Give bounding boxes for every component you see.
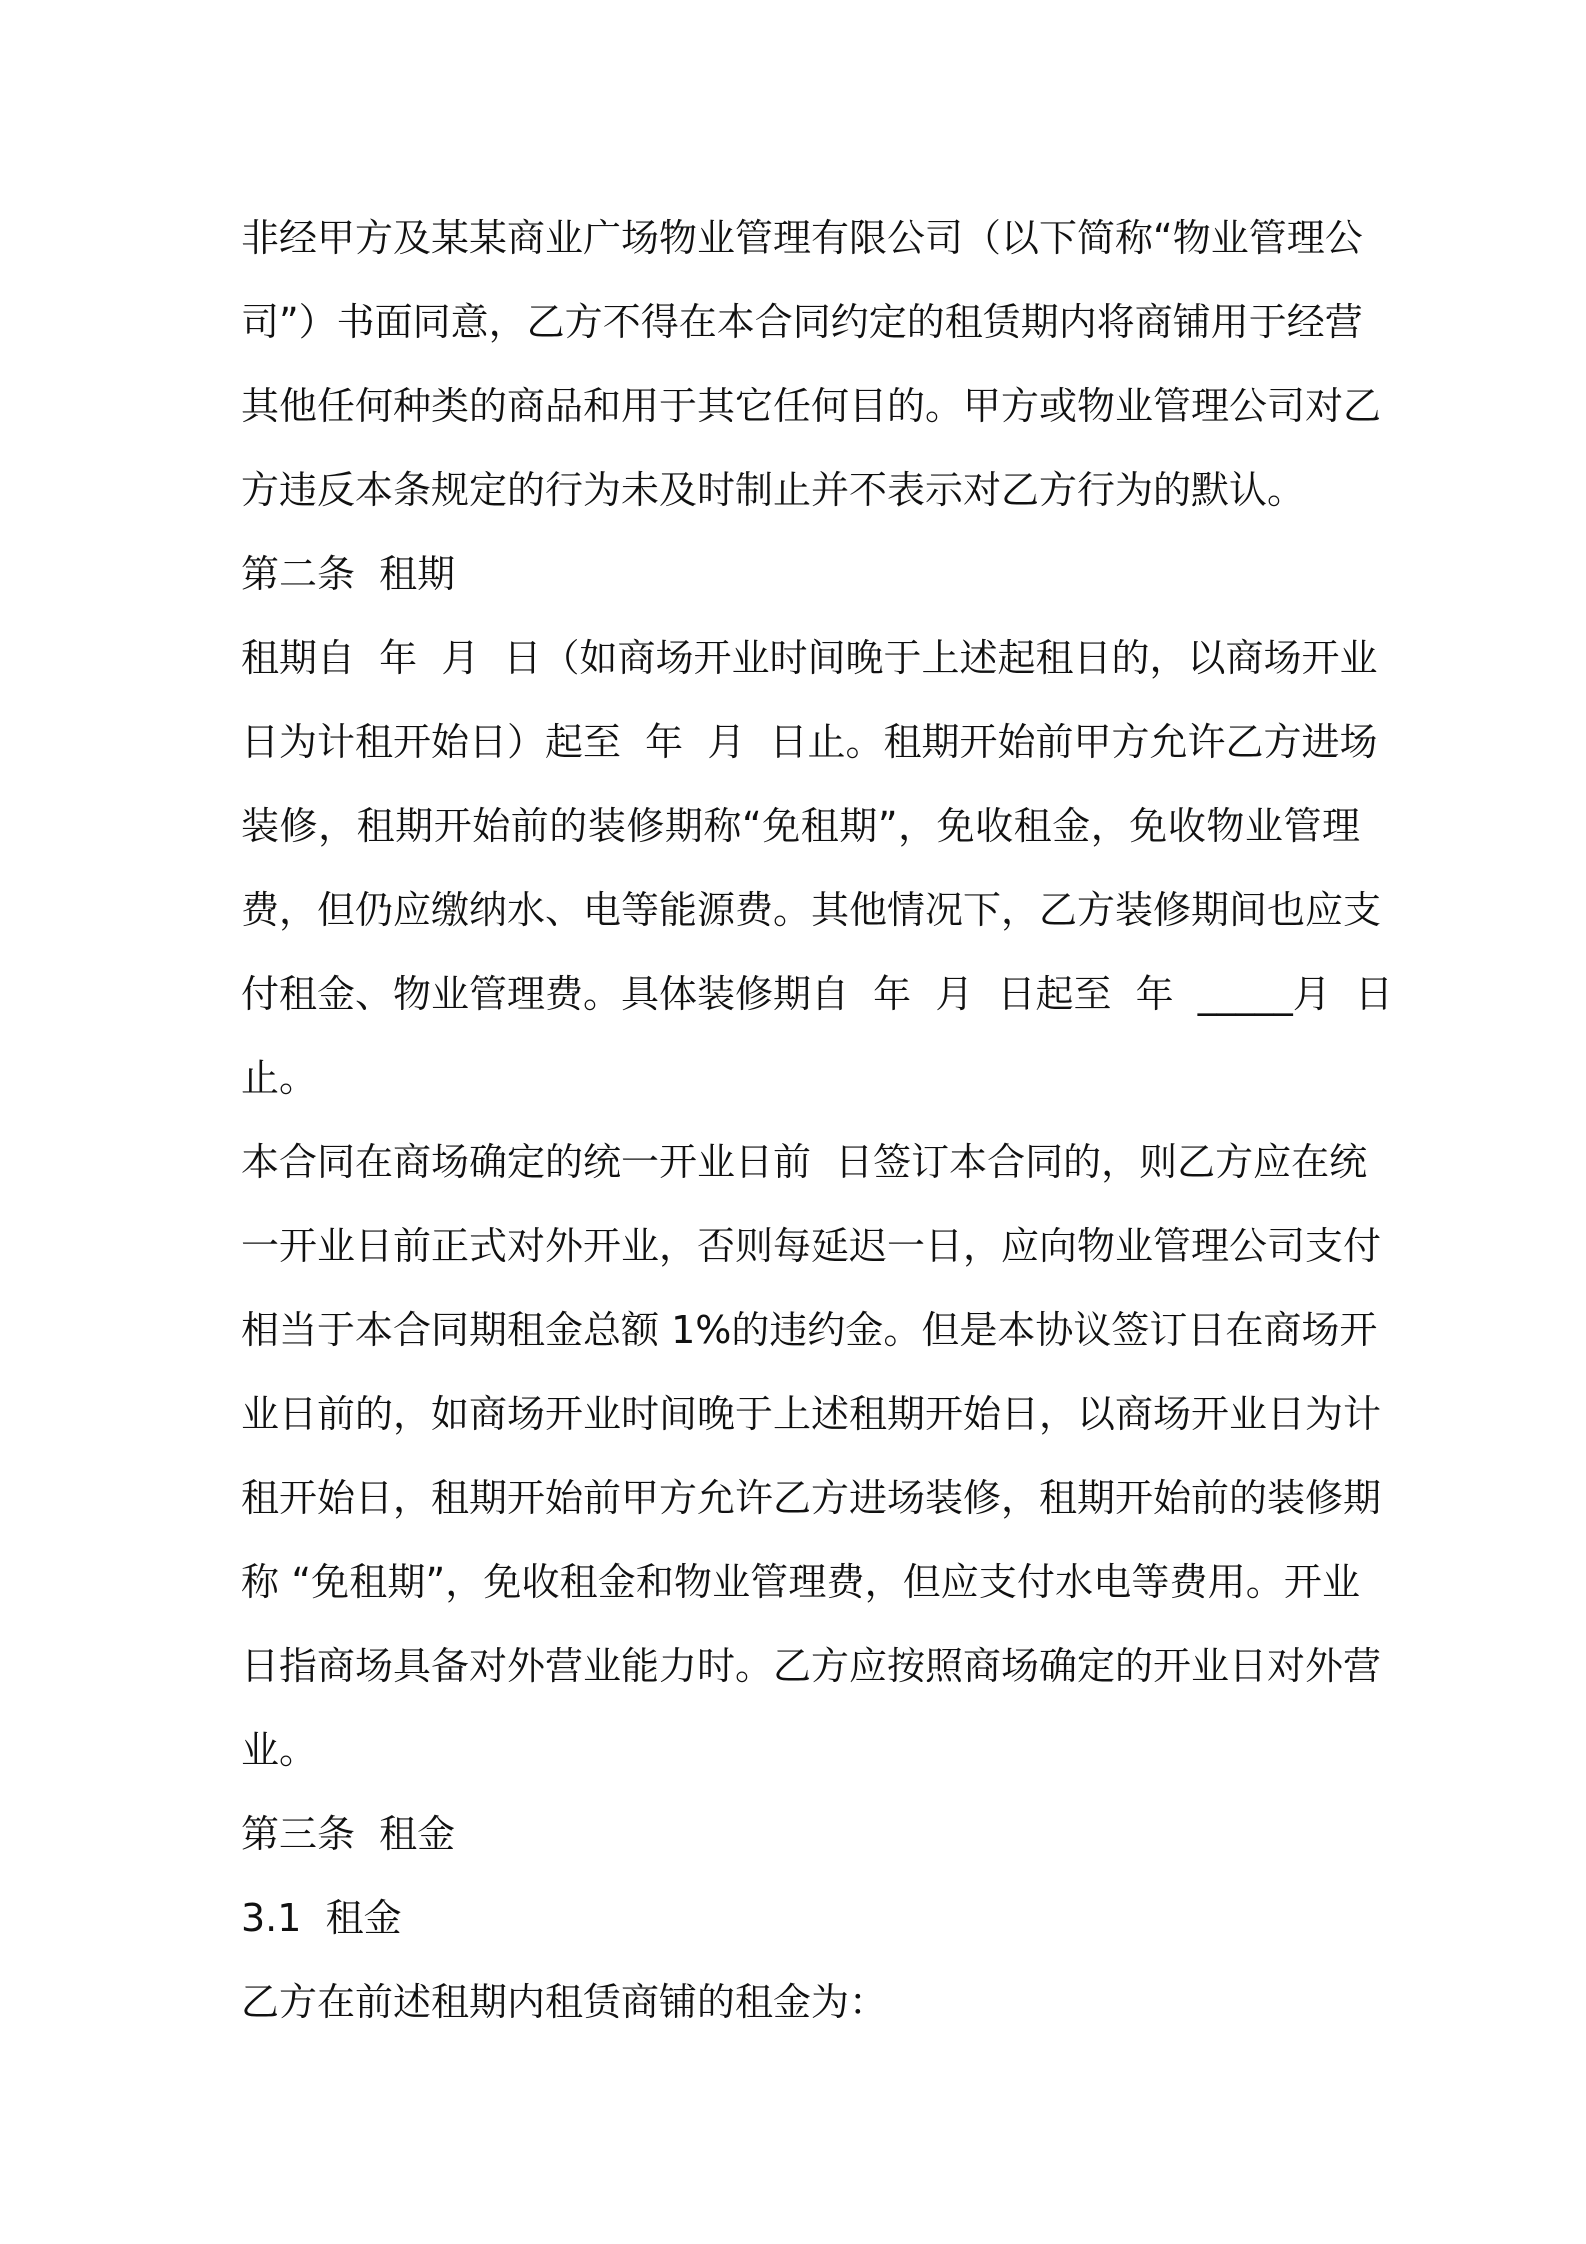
text-line: 租期自 年 月 日（如商场开业时间晚于上述起租日的，以商场开业 bbox=[241, 636, 1378, 680]
text-line: 司”）书面同意，乙方不得在本合同约定的租赁期内将商铺用于经营 bbox=[241, 300, 1363, 344]
text-line: 装修，租期开始前的装修期称“免租期”，免收租金，免收物业管理 bbox=[241, 804, 1360, 848]
text-line: 称 “免租期”，免收租金和物业管理费，但应支付水电等费用。开业 bbox=[241, 1560, 1360, 1604]
text-line: 止。 bbox=[241, 1056, 318, 1100]
text-line: 本合同在商场确定的统一开业日前 日签订本合同的，则乙方应在统 bbox=[241, 1140, 1368, 1184]
text-line: 方违反本条规定的行为未及时制止并不表示对乙方行为的默认。 bbox=[241, 468, 1306, 512]
text-line: 非经甲方及某某商业广场物业管理有限公司（以下简称“物业管理公 bbox=[241, 216, 1363, 260]
text-line: 租开始日，租期开始前甲方允许乙方进场装修，租期开始前的装修期 bbox=[241, 1476, 1382, 1520]
text-line: 业。 bbox=[241, 1728, 318, 1772]
text-line: 乙方在前述租期内租赁商铺的租金为： bbox=[241, 1980, 888, 2024]
text-line: 相当于本合同期租金总额 1%的违约金。但是本协议签订日在商场开 bbox=[241, 1308, 1378, 1352]
text-line: 费，但仍应缴纳水、电等能源费。其他情况下，乙方装修期间也应支 bbox=[241, 888, 1382, 932]
paragraph-lease-term bbox=[241, 616, 1393, 1120]
section-heading-article-3: 第三条 租金 bbox=[241, 1812, 456, 1856]
subsection-heading-3-1: 3.1 租金 bbox=[241, 1896, 402, 1940]
text-line: 其他任何种类的商品和用于其它任何目的。甲方或物业管理公司对乙 bbox=[241, 384, 1382, 428]
text-line: 一开业日前正式对外开业，否则每延迟一日，应向物业管理公司支付 bbox=[241, 1224, 1382, 1268]
paragraph-rent-amount bbox=[241, 1960, 1360, 2044]
section-heading-article-2: 第二条 租期 bbox=[241, 552, 456, 596]
paragraph-usage-restriction bbox=[241, 196, 1382, 532]
document-body bbox=[241, 196, 1393, 2044]
text-line: 日指商场具备对外营业能力时。乙方应按照商场确定的开业日对外营 bbox=[241, 1644, 1382, 1688]
text-line: 业日前的，如商场开业时间晚于上述租期开始日，以商场开业日为计 bbox=[241, 1392, 1382, 1436]
paragraph-opening-day bbox=[241, 1120, 1382, 1792]
text-line: 日为计租开始日）起至 年 月 日止。租期开始前甲方允许乙方进场 bbox=[241, 720, 1378, 764]
text-line: 付租金、物业管理费。具体装修期自 年 月 日起至 年 _____月 日 bbox=[241, 972, 1393, 1016]
